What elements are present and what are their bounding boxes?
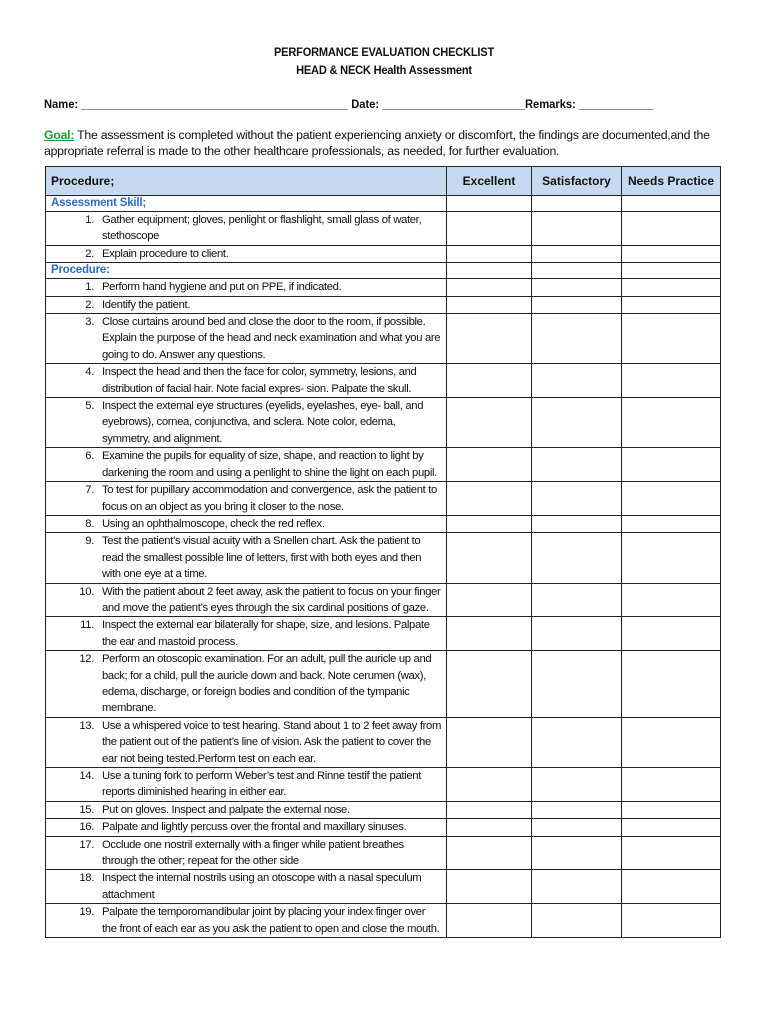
- rating-cell[interactable]: [622, 263, 721, 279]
- rating-cell-excellent[interactable]: [447, 314, 532, 364]
- rating-cell-satisfactory[interactable]: [532, 904, 622, 938]
- step-text: Inspect the internal nostrils using an otoscope with a nasal speculum attachment: [102, 872, 422, 901]
- procedure-step: [46, 533, 446, 582]
- step-text: Inspect the head and then the face for color, symmetry, lesions, and distribution of facial hair. Note facial expres- sion. Palpate the skull.: [102, 366, 417, 395]
- document-title: PERFORMANCE EVALUATION CHECKLIST: [273, 45, 495, 59]
- step-text: Occlude one nostril externally with a finger while patient breathes through the other; repeat for the other side: [102, 838, 404, 868]
- procedure-step: [46, 904, 446, 937]
- step-text: Perform hand hygiene and put on PPE, if indicated.: [102, 281, 342, 294]
- rating-cell-needs-practice[interactable]: [622, 583, 721, 617]
- rating-cell-needs-practice[interactable]: [622, 617, 721, 651]
- step-number: 6.: [85, 450, 94, 463]
- rating-cell-satisfactory[interactable]: [532, 533, 622, 583]
- procedure-step: [46, 297, 446, 313]
- step-number: 13.: [79, 719, 94, 732]
- table-row: [46, 870, 721, 904]
- table-row: [46, 533, 721, 583]
- step-number: 10.: [79, 585, 94, 598]
- goal-statement: [44, 127, 754, 159]
- table-row: [46, 768, 721, 802]
- assessment-step: [46, 212, 446, 245]
- rating-cell-needs-practice[interactable]: [622, 515, 721, 532]
- header-excellent: Excellent: [447, 167, 532, 196]
- step-number: 11.: [80, 619, 94, 632]
- rating-cell-needs-practice[interactable]: [622, 819, 721, 836]
- rating-cell-excellent[interactable]: [447, 768, 532, 802]
- rating-cell-excellent[interactable]: [447, 212, 532, 246]
- table-row: [46, 279, 721, 296]
- rating-cell-excellent[interactable]: [447, 717, 532, 767]
- rating-cell-satisfactory[interactable]: [532, 314, 622, 364]
- rating-cell-needs-practice[interactable]: [622, 717, 721, 767]
- table-row: [46, 212, 721, 246]
- step-number: 15.: [79, 803, 94, 816]
- rating-cell[interactable]: [447, 263, 532, 279]
- rating-cell[interactable]: [532, 263, 622, 279]
- procedure-step: [46, 617, 446, 650]
- step-number: 7.: [85, 484, 94, 497]
- rating-cell-excellent[interactable]: [447, 398, 532, 448]
- rating-cell-needs-practice[interactable]: [622, 245, 721, 262]
- rating-cell[interactable]: [532, 196, 622, 212]
- step-number: 2.: [85, 298, 94, 311]
- rating-cell-satisfactory[interactable]: [532, 482, 622, 516]
- rating-cell-excellent[interactable]: [447, 364, 532, 398]
- procedure-step: [46, 718, 446, 767]
- table-row: [46, 296, 721, 313]
- table-row: [46, 314, 721, 364]
- goal-label: Goal:: [44, 128, 75, 142]
- step-text: Use a tuning fork to perform Weber’s test and Rinne testif the patient reports diminished hearing in either ear.: [102, 770, 421, 799]
- rating-cell-satisfactory[interactable]: [532, 583, 622, 617]
- table-row: [46, 836, 721, 870]
- rating-cell-needs-practice[interactable]: [622, 296, 721, 313]
- procedure-row: [46, 263, 721, 279]
- step-number: 14.: [79, 770, 94, 782]
- step-text: Gather equipment; gloves, penlight or flashlight, small glass of water, stethoscope: [102, 214, 422, 243]
- step-text: Use a whispered voice to test hearing. Stand about 1 to 2 feet away from the patient out of the patient’s line of vision. Ask the patient to cover the ear not being tested.Perform test on each ear.: [102, 719, 442, 765]
- procedure-step: [46, 651, 446, 717]
- table-row: [46, 904, 721, 938]
- rating-cell-excellent[interactable]: [447, 448, 532, 482]
- checklist-table: [45, 166, 721, 938]
- step-text: Inspect the external eye structures (eyelids, eyelashes, eye- ball, and eyebrows), cornea, conjunctiva, and sclera. Note color, edema, symmetry, and alignment.: [102, 400, 424, 445]
- rating-cell-satisfactory[interactable]: [532, 836, 622, 870]
- rating-cell-needs-practice[interactable]: [622, 279, 721, 296]
- rating-cell-excellent[interactable]: [447, 482, 532, 516]
- rating-cell-satisfactory[interactable]: [532, 819, 622, 836]
- step-text: Close curtains around bed and close the door to the room, if possible. Explain the purpose of the head and neck examination and what you are going to do. Answer any questions.: [102, 316, 441, 361]
- step-number: 9.: [85, 535, 94, 548]
- rating-cell-excellent[interactable]: [447, 617, 532, 651]
- rating-cell-needs-practice[interactable]: [622, 482, 721, 516]
- document-subtitle: HEAD & NECK Health Assessment: [296, 63, 472, 77]
- rating-cell-satisfactory[interactable]: [532, 398, 622, 448]
- step-number: 1.: [85, 214, 94, 226]
- step-text: Examine the pupils for equality of size, shape, and reaction to light by darkening the room and using a penlight to shine the light on each pupil.: [102, 450, 437, 479]
- procedure-step: [46, 314, 446, 363]
- rating-cell-satisfactory[interactable]: [532, 801, 622, 818]
- rating-cell-excellent[interactable]: [447, 279, 532, 296]
- step-text: To test for pupillary accommodation and convergence, ask the patient to focus on an object as you bring it closer to the nose.: [102, 484, 437, 513]
- rating-cell[interactable]: [447, 196, 532, 212]
- rating-cell-needs-practice[interactable]: [622, 212, 721, 246]
- step-text: Put on gloves. Inspect and palpate the external nose.: [102, 803, 350, 816]
- procedure-step: [46, 516, 446, 532]
- step-number: 17.: [79, 838, 94, 851]
- rating-cell-satisfactory[interactable]: [532, 870, 622, 904]
- step-text: Test the patient’s visual acuity with a Snellen chart. Ask the patient to read the smallest possible line of letters, first with both eyes and then with one eye at a time.: [102, 535, 422, 581]
- step-text: Explain procedure to client.: [102, 247, 229, 260]
- assessment-step: [46, 246, 446, 262]
- rating-cell-excellent[interactable]: [447, 533, 532, 583]
- table-row: [46, 801, 721, 818]
- rating-cell-satisfactory[interactable]: [532, 212, 622, 246]
- rating-cell-excellent[interactable]: [447, 651, 532, 718]
- table-header-row: [46, 167, 721, 196]
- step-number: 16.: [79, 821, 94, 834]
- rating-cell-excellent[interactable]: [447, 245, 532, 262]
- step-text: Identify the patient.: [102, 298, 191, 311]
- table-row: [46, 583, 721, 617]
- rating-cell-satisfactory[interactable]: [532, 364, 622, 398]
- rating-cell-satisfactory[interactable]: [532, 651, 622, 718]
- procedure-step: [46, 837, 446, 870]
- rating-cell-satisfactory[interactable]: [532, 448, 622, 482]
- table-row: [46, 398, 721, 448]
- rating-cell-needs-practice[interactable]: [622, 364, 721, 398]
- rating-cell-needs-practice[interactable]: [622, 398, 721, 448]
- rating-cell-needs-practice[interactable]: [622, 314, 721, 364]
- rating-cell-needs-practice[interactable]: [622, 533, 721, 583]
- rating-cell-satisfactory[interactable]: [532, 515, 622, 532]
- table-row: [46, 448, 721, 482]
- procedure-step: [46, 768, 446, 801]
- procedure-step: [46, 482, 446, 515]
- rating-cell-excellent[interactable]: [447, 801, 532, 818]
- rating-cell-needs-practice[interactable]: [622, 836, 721, 870]
- step-number: 8.: [85, 517, 94, 530]
- procedure-step: [46, 364, 446, 397]
- header-procedure: Procedure;: [46, 167, 447, 196]
- procedure-step: [46, 802, 446, 818]
- step-text: Inspect the external ear bilaterally for shape, size, and lesions. Palpate the ear and mastoid process.: [102, 619, 430, 648]
- step-number: 12.: [79, 653, 94, 666]
- step-number: 5.: [85, 400, 94, 413]
- table-row: [46, 651, 721, 718]
- rating-cell-excellent[interactable]: [447, 836, 532, 870]
- rating-cell-excellent[interactable]: [447, 583, 532, 617]
- procedure-step: [46, 584, 446, 617]
- rating-cell-excellent[interactable]: [447, 515, 532, 532]
- table-row: [46, 515, 721, 532]
- rating-cell-excellent[interactable]: [447, 819, 532, 836]
- rating-cell-needs-practice[interactable]: [622, 448, 721, 482]
- procedure-step: [46, 870, 446, 903]
- procedure-step: [46, 448, 446, 481]
- table-row: [46, 617, 721, 651]
- rating-cell-excellent[interactable]: [447, 296, 532, 313]
- rating-cell-needs-practice[interactable]: [622, 870, 721, 904]
- table-row: [46, 819, 721, 836]
- assessment-skill-label: Assessment Skill;: [51, 197, 147, 209]
- procedure-step: [46, 398, 446, 447]
- rating-cell-satisfactory[interactable]: [532, 296, 622, 313]
- step-number: 3.: [85, 316, 94, 329]
- name-date-remarks-line[interactable]: Name: ___________________________________________ Date: _______________________Remarks: ____________: [44, 97, 654, 111]
- step-number: 19.: [79, 906, 94, 919]
- header-needs-practice: Needs Practice: [622, 167, 721, 196]
- rating-cell-needs-practice[interactable]: [622, 768, 721, 802]
- rating-cell-satisfactory[interactable]: [532, 617, 622, 651]
- table-row: [46, 482, 721, 516]
- rating-cell-satisfactory[interactable]: [532, 768, 622, 802]
- rating-cell-needs-practice[interactable]: [622, 904, 721, 938]
- rating-cell-satisfactory[interactable]: [532, 245, 622, 262]
- procedure-step: [46, 279, 446, 295]
- assessment-skill-row: [46, 196, 721, 212]
- step-text: Palpate the temporomandibular joint by placing your index finger over the front of each ear as you ask the patient to open and close the mouth.: [102, 906, 440, 935]
- step-text: Palpate and lightly percuss over the frontal and maxillary sinuses.: [102, 821, 407, 834]
- rating-cell-satisfactory[interactable]: [532, 717, 622, 767]
- rating-cell-excellent[interactable]: [447, 904, 532, 938]
- header-satisfactory: Satisfactory: [532, 167, 622, 196]
- step-text: With the patient about 2 feet away, ask the patient to focus on your finger and move the patient’s eyes through the six cardinal positions of gaze.: [102, 585, 441, 614]
- rating-cell-satisfactory[interactable]: [532, 279, 622, 296]
- step-text: Using an ophthalmoscope, check the red reflex.: [102, 517, 325, 530]
- procedure-step: [46, 819, 446, 835]
- rating-cell-excellent[interactable]: [447, 870, 532, 904]
- table-row: [46, 364, 721, 398]
- goal-text: The assessment is completed without the patient experiencing anxiety or discomfort, the findings are documented,and the appropriate referral is made to the other healthcare professionals, as needed, for further evaluation.: [44, 128, 710, 158]
- procedure-label: Procedure:: [51, 264, 110, 277]
- rating-cell-needs-practice[interactable]: [622, 801, 721, 818]
- step-number: 4.: [85, 366, 94, 379]
- step-number: 1.: [85, 281, 94, 294]
- step-number: 18.: [79, 872, 94, 885]
- step-number: 2.: [85, 247, 94, 260]
- table-row: [46, 245, 721, 262]
- rating-cell[interactable]: [622, 196, 721, 212]
- rating-cell-needs-practice[interactable]: [622, 651, 721, 718]
- table-row: [46, 717, 721, 767]
- step-text: Perform an otoscopic examination. For an adult, pull the auricle up and back; for a child, pull the auricle down and back. Note cerumen (wax), edema, discharge, or foreign bodies and condition of the tympanic membrane.: [102, 653, 432, 715]
